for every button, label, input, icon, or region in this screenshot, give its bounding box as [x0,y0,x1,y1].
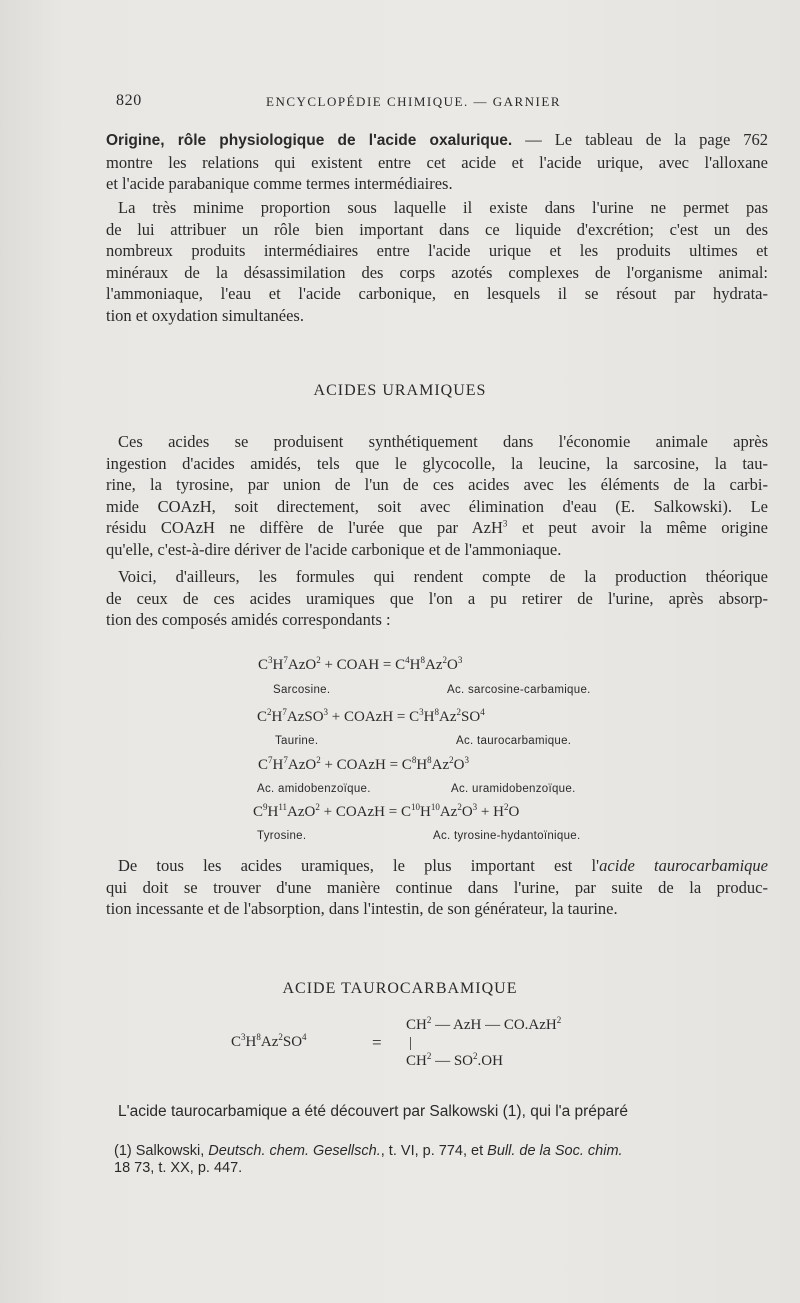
structural-formula-gross: $C^3H^8Az^2SO^4$ [231,1032,307,1050]
paragraph-uramic-synthesis: Ces acides se produisent synthétiquement dans l'économie animale après ingestion d'acides amidés, tels que le glycocolle, la leucine, la sarcosine, la tau- rine, la tyrosine, par union de l'un de ces acides avec les éléments de la carbi- mide COAzH, soit directement, soit avec élimination d'eau (E. Salkowski). Le résidu COAzH ne diffère de l'urée que par AzH$^3$ et peut avoir la même origine qu'elle, c'est-à-dire dériver de l'acide carbonique et de l'ammoniaque. [106,432,768,559]
reactant: $C^7H^7AzO^2$ [258,755,321,773]
structural-equals: = [372,1033,382,1052]
paragraph-physiological-role: La très minime proportion sous laquelle il existe dans l'urine ne permet pas de lui attribuer un rôle bien important dans ce liquide d'excrétion; c'est un des nombreux produits intermédiaires entre l'acide urique et les produits ultimes et minéraux de la désassimilation des corps azotés complexes de l'organisme animal: l'ammoniaque, l'eau et l'acide carbonique, en lesquels il se résout par hydrata- tion et oxydation simultanées. [106,198,768,325]
byproduct: + $H^2O$ [480,802,520,820]
reagent: COAzH [344,709,394,725]
product-caption: Ac. sarcosine-carbamique. [447,684,591,696]
italic-term: acide taurocarbamique [599,856,768,875]
product-caption: Ac. uramidobenzoïque. [451,783,576,795]
footnote: (1) Salkowski, Deutsch. chem. Gesellsch., t. VI, p. 774, et Bull. de la Soc. chim. 18 73, t. XX, p. 447. [114,1143,623,1176]
reactant-caption: Sarcosine. [273,684,331,696]
running-title: ENCYCLOPÉDIE CHIMIQUE. — GARNIER [266,94,561,109]
reagent: COAzH [336,757,386,773]
structural-line-1: $CH^2$ — AzH — CO.AzH$^2$ [406,1015,562,1033]
reactant: $C^2H^7AzSO^3$ [257,707,329,725]
product: $C^4H^8Az^2O^3$ [395,655,463,673]
page-number: 820 [116,92,142,109]
paragraph-formulas-intro: Voici, d'ailleurs, les formules qui rendent compte de la production théorique de ceux de ces acides uramiques que l'on a pu retirer de l'urine, après absorp- tion des composés amidés correspondants : [106,567,768,629]
reagent: COAzH [335,804,385,820]
product-caption: Ac. tyrosine-hydantoïnique. [433,830,581,842]
paragraph-oxalurique-origin: Origine, rôle physiologique de l'acide oxalurique. — Le tableau de la page 762 montre les relations qui existent entre cet acide et l'acide urique, avec l'alloxane et l'acide parabanique comme termes intermédiaires. [106,130,769,193]
section-heading-acides-uramiques: ACIDES URAMIQUES [313,382,487,399]
product: $C^{10}H^{10}Az^2O^3$ [400,802,478,820]
reactant-caption: Ac. amidobenzoïque. [257,783,371,795]
product: $C^3H^8Az^2SO^4$ [409,707,485,725]
structural-line-2: $CH^2$ — $SO^2.OH$ [406,1051,503,1069]
reactant-caption: Tyrosine. [257,830,307,842]
reaction-row: $C^3H^7AzO^2$ + COAH = $C^4H^8Az^2O^3$ [258,655,463,673]
paragraph-discovery: L'acide taurocarbamique a été découvert par Salkowski (1), qui l'a préparé [118,1103,628,1120]
reagent: COAH [336,657,380,673]
reaction-row: $C^7H^7AzO^2$ + COAzH = $C^8H^8Az^2O^3$ [258,755,469,773]
structural-bond: | [409,1035,413,1051]
reactant-caption: Taurine. [275,735,319,747]
paragraph-lead-bold: Origine, rôle physiologique de l'acide oxalurique. [106,132,513,149]
reaction-row: $C^2H^7AzSO^3$ + COAzH = $C^3H^8Az^2SO^4$ [257,707,485,725]
product: $C^8H^8Az^2O^3$ [401,755,469,773]
reaction-row: $C^9H^{11}AzO^2$ + COAzH = $C^{10}H^{10}Az^2O^3 + H^2O$ [253,802,520,820]
reactant: $C^9H^{11}AzO^2$ [253,802,320,820]
product-caption: Ac. taurocarbamique. [456,735,572,747]
section-heading-acide-taurocarbamique: ACIDE TAUROCARBAMIQUE [282,980,518,997]
paragraph-taurocarbamic-importance: De tous les acides uramiques, le plus important est l'acide taurocarbamique qui doit se trouver d'une manière continue dans l'urine, par suite de la produc- tion incessante et de l'absorption, dans l'intestin, de son générateur, la taurine. [106,856,768,918]
reactant: $C^3H^7AzO^2$ [258,655,321,673]
